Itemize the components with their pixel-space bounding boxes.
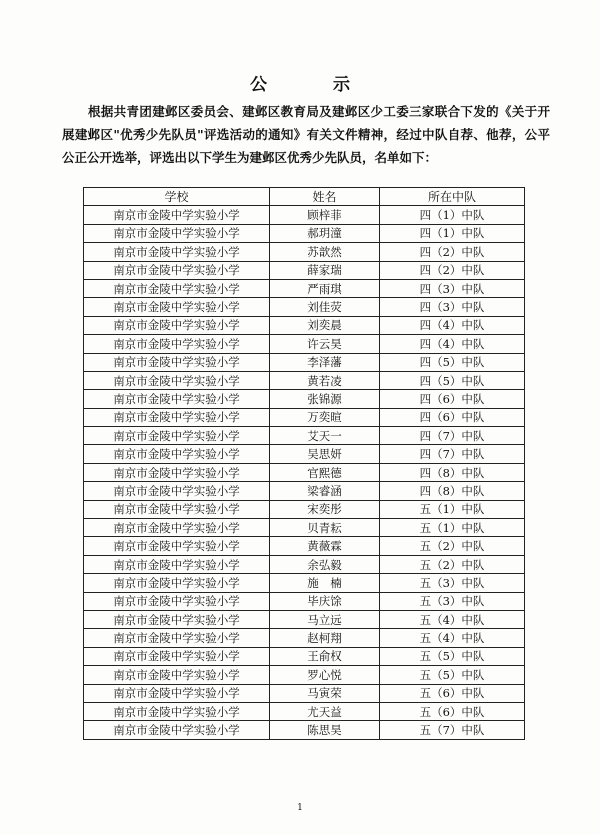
table-row bbox=[84, 353, 525, 371]
header-name: 姓名 bbox=[270, 188, 380, 206]
table-row bbox=[84, 279, 525, 297]
honor-roll-table bbox=[83, 187, 525, 740]
page-title: 公 示 bbox=[250, 75, 380, 95]
cell-school: 南京市金陵中学实验小学 bbox=[84, 316, 270, 334]
cell-name: 许云昊 bbox=[270, 335, 380, 353]
cell-school: 南京市金陵中学实验小学 bbox=[84, 482, 270, 500]
table-row bbox=[84, 261, 525, 279]
cell-school: 南京市金陵中学实验小学 bbox=[84, 335, 270, 353]
table-row bbox=[84, 482, 525, 500]
cell-squadron: 四（4）中队 bbox=[380, 316, 525, 334]
cell-squadron: 四（1）中队 bbox=[380, 206, 525, 224]
cell-school: 南京市金陵中学实验小学 bbox=[84, 519, 270, 537]
table-body bbox=[84, 206, 525, 739]
table-row bbox=[84, 500, 525, 518]
cell-name: 刘奕晨 bbox=[270, 316, 380, 334]
cell-name: 官熙德 bbox=[270, 463, 380, 481]
cell-name: 苏歆然 bbox=[270, 243, 380, 261]
cell-squadron: 四（4）中队 bbox=[380, 335, 525, 353]
table-row bbox=[84, 390, 525, 408]
cell-squadron: 五（2）中队 bbox=[380, 555, 525, 573]
header-squadron: 所在中队 bbox=[380, 188, 525, 206]
cell-name: 吴思妍 bbox=[270, 445, 380, 463]
cell-school: 南京市金陵中学实验小学 bbox=[84, 721, 270, 739]
table-row bbox=[84, 316, 525, 334]
cell-squadron: 四（5）中队 bbox=[380, 371, 525, 389]
cell-squadron: 四（5）中队 bbox=[380, 353, 525, 371]
cell-school: 南京市金陵中学实验小学 bbox=[84, 629, 270, 647]
cell-squadron: 四（3）中队 bbox=[380, 298, 525, 316]
cell-name: 余弘毅 bbox=[270, 555, 380, 573]
cell-name: 尤天益 bbox=[270, 702, 380, 720]
cell-name: 马立远 bbox=[270, 610, 380, 628]
table-row bbox=[84, 702, 525, 720]
table-row bbox=[84, 243, 525, 261]
cell-squadron: 五（4）中队 bbox=[380, 610, 525, 628]
cell-squadron: 五（6）中队 bbox=[380, 684, 525, 702]
cell-school: 南京市金陵中学实验小学 bbox=[84, 666, 270, 684]
cell-name: 黄薇霖 bbox=[270, 537, 380, 555]
table-row bbox=[84, 445, 525, 463]
cell-name: 施 楠 bbox=[270, 574, 380, 592]
cell-squadron: 四（2）中队 bbox=[380, 261, 525, 279]
table-row bbox=[84, 519, 525, 537]
cell-school: 南京市金陵中学实验小学 bbox=[84, 647, 270, 665]
cell-name: 罗心悦 bbox=[270, 666, 380, 684]
cell-school: 南京市金陵中学实验小学 bbox=[84, 353, 270, 371]
cell-name: 贝青耘 bbox=[270, 519, 380, 537]
table-row bbox=[84, 224, 525, 242]
cell-squadron: 五（7）中队 bbox=[380, 721, 525, 739]
honor-roll-table-wrap bbox=[83, 187, 524, 740]
cell-school: 南京市金陵中学实验小学 bbox=[84, 206, 270, 224]
cell-squadron: 五（3）中队 bbox=[380, 574, 525, 592]
cell-school: 南京市金陵中学实验小学 bbox=[84, 500, 270, 518]
cell-squadron: 五（4）中队 bbox=[380, 629, 525, 647]
cell-squadron: 四（3）中队 bbox=[380, 279, 525, 297]
cell-name: 严雨琪 bbox=[270, 279, 380, 297]
cell-squadron: 五（1）中队 bbox=[380, 519, 525, 537]
table-row bbox=[84, 206, 525, 224]
cell-school: 南京市金陵中学实验小学 bbox=[84, 537, 270, 555]
cell-squadron: 五（1）中队 bbox=[380, 500, 525, 518]
table-row bbox=[84, 537, 525, 555]
table-row bbox=[84, 555, 525, 573]
cell-name: 张锦源 bbox=[270, 390, 380, 408]
table-row bbox=[84, 721, 525, 739]
cell-name: 黄若凌 bbox=[270, 371, 380, 389]
table-row bbox=[84, 427, 525, 445]
cell-squadron: 四（6）中队 bbox=[380, 408, 525, 426]
cell-squadron: 四（8）中队 bbox=[380, 463, 525, 481]
cell-name: 李泽藩 bbox=[270, 353, 380, 371]
cell-school: 南京市金陵中学实验小学 bbox=[84, 684, 270, 702]
table-row bbox=[84, 629, 525, 647]
cell-school: 南京市金陵中学实验小学 bbox=[84, 390, 270, 408]
table-row bbox=[84, 371, 525, 389]
table-row bbox=[84, 408, 525, 426]
cell-school: 南京市金陵中学实验小学 bbox=[84, 555, 270, 573]
cell-name: 郝玥潼 bbox=[270, 224, 380, 242]
cell-school: 南京市金陵中学实验小学 bbox=[84, 610, 270, 628]
cell-squadron: 四（6）中队 bbox=[380, 390, 525, 408]
cell-school: 南京市金陵中学实验小学 bbox=[84, 298, 270, 316]
page-number: 1 bbox=[297, 803, 303, 813]
cell-name: 薛家瑞 bbox=[270, 261, 380, 279]
cell-name: 赵柯翔 bbox=[270, 629, 380, 647]
cell-school: 南京市金陵中学实验小学 bbox=[84, 279, 270, 297]
cell-school: 南京市金陵中学实验小学 bbox=[84, 463, 270, 481]
cell-name: 马寅荣 bbox=[270, 684, 380, 702]
cell-name: 万奕暄 bbox=[270, 408, 380, 426]
cell-squadron: 四（7）中队 bbox=[380, 427, 525, 445]
table-row bbox=[84, 666, 525, 684]
cell-school: 南京市金陵中学实验小学 bbox=[84, 445, 270, 463]
table-header-row bbox=[84, 188, 525, 206]
cell-school: 南京市金陵中学实验小学 bbox=[84, 427, 270, 445]
cell-name: 宋奕彤 bbox=[270, 500, 380, 518]
cell-name: 艾天一 bbox=[270, 427, 380, 445]
cell-school: 南京市金陵中学实验小学 bbox=[84, 261, 270, 279]
table-row bbox=[84, 684, 525, 702]
cell-school: 南京市金陵中学实验小学 bbox=[84, 408, 270, 426]
cell-squadron: 四（1）中队 bbox=[380, 224, 525, 242]
cell-squadron: 五（3）中队 bbox=[380, 592, 525, 610]
cell-squadron: 五（6）中队 bbox=[380, 702, 525, 720]
cell-squadron: 五（2）中队 bbox=[380, 537, 525, 555]
table-row bbox=[84, 574, 525, 592]
cell-name: 顾梓菲 bbox=[270, 206, 380, 224]
cell-squadron: 五（5）中队 bbox=[380, 666, 525, 684]
intro-paragraph: 根据共青团建邺区委员会、建邺区教育局及建邺区少工委三家联合下发的《关于开展建邺区"优秀少先队员"评选活动的通知》有关文件精神，经过中队自荐、他荐，公平公正公开选举，评选出以下学生为建邺区优秀少先队员，名单如下： bbox=[62, 104, 550, 165]
cell-name: 刘佳荧 bbox=[270, 298, 380, 316]
cell-school: 南京市金陵中学实验小学 bbox=[84, 243, 270, 261]
table-row bbox=[84, 463, 525, 481]
table-row bbox=[84, 647, 525, 665]
cell-name: 毕庆馀 bbox=[270, 592, 380, 610]
table-row bbox=[84, 335, 525, 353]
cell-squadron: 四（8）中队 bbox=[380, 482, 525, 500]
table-row bbox=[84, 610, 525, 628]
cell-name: 王俞权 bbox=[270, 647, 380, 665]
cell-school: 南京市金陵中学实验小学 bbox=[84, 371, 270, 389]
cell-school: 南京市金陵中学实验小学 bbox=[84, 574, 270, 592]
table-row bbox=[84, 592, 525, 610]
cell-school: 南京市金陵中学实验小学 bbox=[84, 592, 270, 610]
cell-squadron: 四（2）中队 bbox=[380, 243, 525, 261]
cell-school: 南京市金陵中学实验小学 bbox=[84, 702, 270, 720]
cell-name: 梁睿涵 bbox=[270, 482, 380, 500]
cell-school: 南京市金陵中学实验小学 bbox=[84, 224, 270, 242]
header-school: 学校 bbox=[84, 188, 270, 206]
cell-name: 陈思昊 bbox=[270, 721, 380, 739]
cell-squadron: 五（5）中队 bbox=[380, 647, 525, 665]
table-row bbox=[84, 298, 525, 316]
cell-squadron: 四（7）中队 bbox=[380, 445, 525, 463]
